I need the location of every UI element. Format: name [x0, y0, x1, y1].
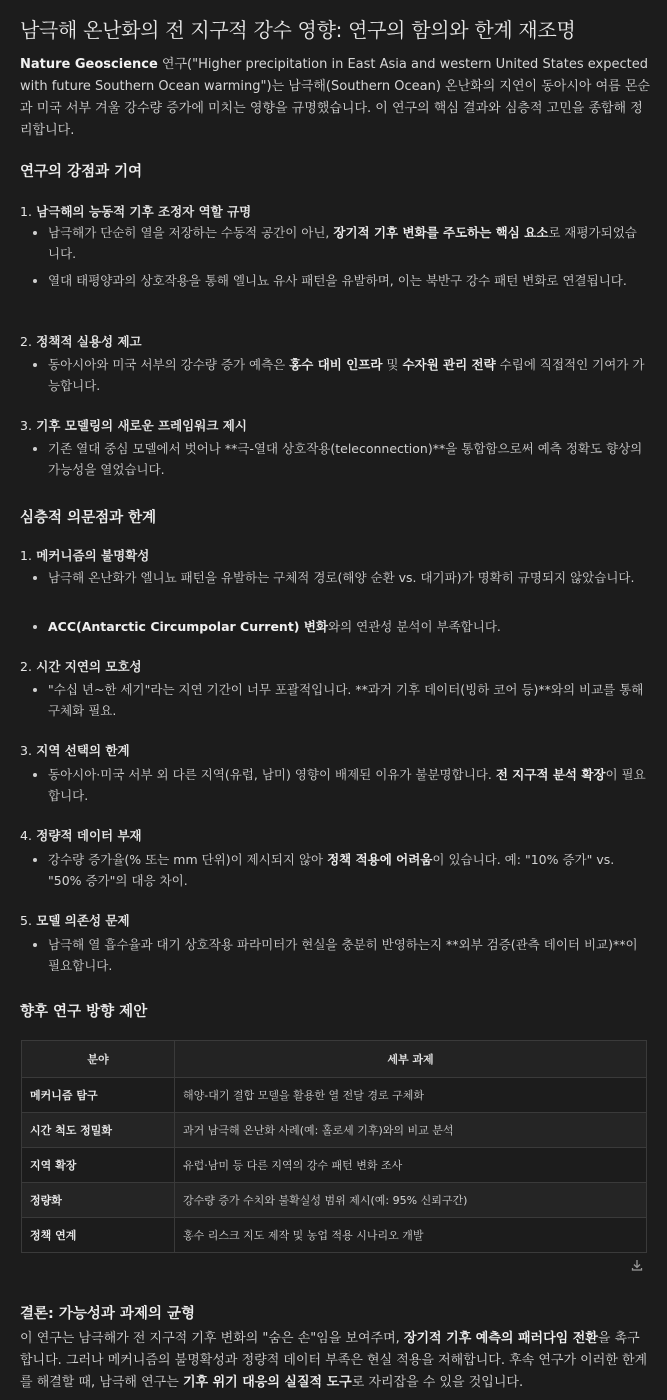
future-research-table: [21, 1040, 647, 1253]
intro-text: 연구("Higher precipitation in East Asia and western United States expected with future Southern Ocean warming")는 남극해(Southern Ocean) 온난화의 지연이 동아시아 여름 몬순과 미국 서부 겨울 강수량 증가에 미치는 영향을 규명했습니다. 이 연구의 핵심 결과와 심층적 고민을 종합해 정리합니다.: [20, 57, 650, 138]
table-cell-task: 유럽·남미 등 다른 지역의 강수 패턴 변화 조사: [175, 1148, 647, 1183]
bullet-item: 동아시아·미국 서부 외 다른 지역(유럽, 남미) 영향이 배제된 이유가 불분명합니다. 전 지구적 분석 확장이 필요합니다.: [48, 764, 648, 806]
strengths-heading: 연구의 강점과 기여: [20, 164, 143, 180]
table-row: [22, 1113, 647, 1148]
table-cell-task: 강수량 증가 수치와 불확실성 범위 제시(예: 95% 신뢰구간): [175, 1183, 647, 1218]
download-icon[interactable]: [630, 1258, 644, 1272]
table-row: [22, 1078, 647, 1113]
strength-2-title: 2. 정책적 실용성 제고: [20, 334, 142, 349]
bullet-item: "수십 년~한 세기"라는 지연 기간이 너무 포괄적입니다. **과거 기후 데이터(빙하 코어 등)**와의 비교를 통해 구체화 필요.: [48, 679, 648, 721]
bullet-item: 남극해 온난화가 엘니뇨 패턴을 유발하는 구체적 경로(해양 순환 vs. 대기파)가 명확히 규명되지 않았습니다.: [48, 567, 648, 588]
table-header-row: [22, 1041, 647, 1078]
table-row: [22, 1183, 647, 1218]
future-heading: 향후 연구 방향 제안: [20, 1004, 148, 1020]
intro-paragraph: [20, 54, 650, 142]
table-row: [22, 1218, 647, 1253]
table-cell-field: 시간 척도 정밀화: [22, 1113, 175, 1148]
bullet-item: 기존 열대 중심 모델에서 벗어나 **극-열대 상호작용(teleconnection)**을 통합함으로써 예측 정확도 향상의 가능성을 열었습니다.: [48, 438, 648, 480]
strength-3-title: 3. 기후 모델링의 새로운 프레임워크 제시: [20, 418, 247, 433]
table-cell-task: 해양-대기 결합 모델을 활용한 열 전달 경로 구체화: [175, 1078, 647, 1113]
table-header-cell: 세부 과제: [175, 1041, 647, 1078]
bullet-item: ACC(Antarctic Circumpolar Current) 변화와의 연관성 분석이 부족합니다.: [48, 616, 648, 637]
journal-name: Nature Geoscience: [20, 57, 158, 72]
conclusion-heading: 결론: 가능성과 과제의 균형: [20, 1306, 196, 1322]
bullet-item: 강수량 증가율(% 또는 mm 단위)이 제시되지 않아 정책 적용에 어려움이 있습니다. 예: "10% 증가" vs. "50% 증가"의 대응 차이.: [48, 849, 648, 891]
bullet-item: 동아시아와 미국 서부의 강수량 증가 예측은 홍수 대비 인프라 및 수자원 관리 전략 수립에 직접적인 기여가 가능합니다.: [48, 354, 648, 396]
limit-1-title: 1. 메커니즘의 불명확성: [20, 548, 150, 563]
table-cell-field: 정량화: [22, 1183, 175, 1218]
limit-3-title: 3. 지역 선택의 한계: [20, 743, 130, 758]
limit-4-title: 4. 정량적 데이터 부재: [20, 828, 142, 843]
table-cell-task: 과거 남극해 온난화 사례(예: 홀로세 기후)와의 비교 분석: [175, 1113, 647, 1148]
bullet-item: 남극해 열 흡수율과 대기 상호작용 파라미터가 현실을 충분히 반영하는지 **외부 검증(관측 데이터 비교)**이 필요합니다.: [48, 934, 648, 976]
bullet-item: 남극해가 단순히 열을 저장하는 수동적 공간이 아닌, 장기적 기후 변화를 주도하는 핵심 요소로 재평가되었습니다.: [48, 222, 648, 264]
table-cell-field: 메커니즘 탐구: [22, 1078, 175, 1113]
table-cell-field: 정책 연계: [22, 1218, 175, 1253]
table-cell-task: 홍수 리스크 지도 제작 및 농업 적용 시나리오 개발: [175, 1218, 647, 1253]
bullet-item: 열대 태평양과의 상호작용을 통해 엘니뇨 유사 패턴을 유발하며, 이는 북반구 강수 패턴 변화로 연결됩니다.: [48, 270, 648, 291]
table-row: [22, 1148, 647, 1183]
conclusion-paragraph: 이 연구는 남극해가 전 지구적 기후 변화의 "숨은 손"임을 보여주며, 장기적 기후 예측의 패러다임 전환을 촉구합니다. 그러나 메커니즘의 불명확성과 정량적 데이터 부족은 현실 적용을 저해합니다. 후속 연구가 이러한 한계를 해결할 때, 남극해 연구는 기후 위기 대응의 실질적 도구로 자리잡을 수 있을 것입니다.: [20, 1331, 648, 1390]
limit-2-title: 2. 시간 지연의 모호성: [20, 659, 142, 674]
table-cell-field: 지역 확장: [22, 1148, 175, 1183]
limits-heading: 심층적 의문점과 한계: [20, 510, 157, 526]
page-title: 남극해 온난화의 전 지구적 강수 영향: 연구의 함의와 한계 재조명: [20, 18, 576, 42]
table-header-cell: 분야: [22, 1041, 175, 1078]
limit-5-title: 5. 모델 의존성 문제: [20, 913, 130, 928]
strength-1-title: 1. 남극해의 능동적 기후 조정자 역할 규명: [20, 204, 252, 219]
